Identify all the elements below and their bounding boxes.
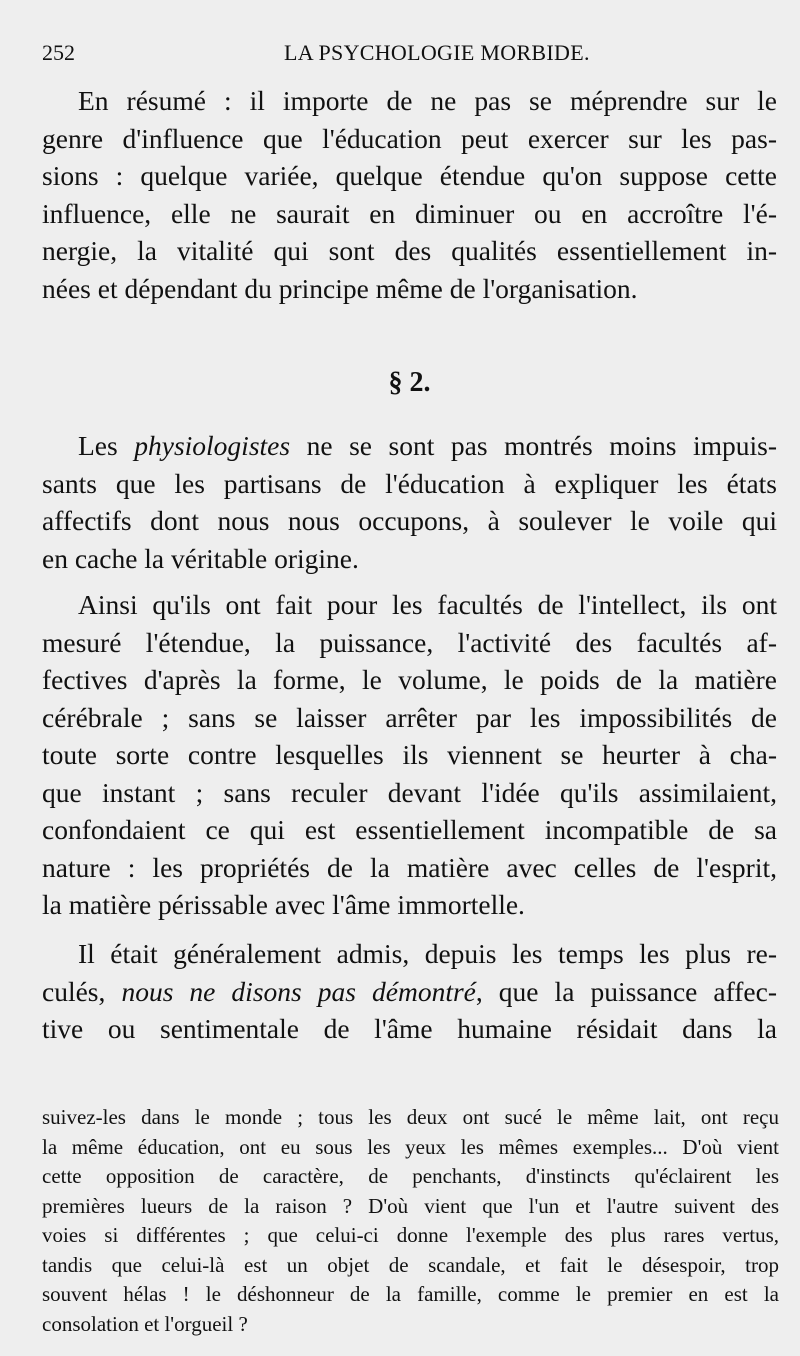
- text-line: En résumé : il importe de ne pas se méprendre sur le: [78, 85, 777, 116]
- footnote-line: la même éducation, ont eu sous les yeux les mêmes exemples... D'où vient: [42, 1134, 779, 1159]
- text-line: tive ou sentimentale de l'âme humaine résidait dans la: [42, 1013, 777, 1044]
- footnote-line: cette opposition de caractère, de penchants, d'instincts qu'éclairent les: [42, 1164, 779, 1188]
- text-line: mesuré l'étendue, la puissance, l'activité des facultés af-: [42, 626, 777, 658]
- text-line: Ainsi qu'ils ont fait pour les facultés de l'intellect, ils ont: [78, 589, 777, 620]
- footnote-line: tandis que celui-là est un objet de scandale, et fait le désespoir, trop: [42, 1252, 779, 1277]
- footnote-line: consolation et l'orgueil ?: [42, 1311, 248, 1336]
- text-line: [42, 973, 777, 1011]
- page-number: 252: [42, 40, 75, 65]
- text-run: ne se sont pas montrés moins impuis-: [290, 430, 777, 461]
- text-line: nergie, la vitalité qui sont des qualités essentiellement in-: [42, 235, 777, 266]
- text-line: Il était généralement admis, depuis les temps les plus re-: [78, 938, 777, 969]
- text-line: en cache la véritable origine.: [42, 542, 359, 574]
- text-line: sants que les partisans de l'éducation à expliquer les états: [42, 467, 777, 499]
- text-line: sions : quelque variée, quelque étendue qu'on suppose cette: [42, 160, 777, 191]
- text-line: genre d'influence que l'éducation peut exercer sur les pas-: [42, 122, 777, 154]
- running-title: LA PSYCHOLOGIE MORBIDE.: [284, 40, 590, 65]
- text-line: cérébrale ; sans se laisser arrêter par les impossibilités de: [42, 701, 777, 733]
- paragraph-affective-power: [42, 935, 777, 1048]
- text-line: nées et dépendant du principe même de l'organisation.: [42, 272, 638, 304]
- text-line: affectifs dont nous nous occupons, à soulever le voile qui: [42, 505, 777, 536]
- text-line: la matière périssable avec l'âme immortelle.: [42, 889, 525, 920]
- text-run: , que la puissance affec-: [475, 975, 777, 1007]
- text-run: culés,: [42, 975, 122, 1007]
- footnote-line: souvent hélas ! le déshonneur de la famille, comme le premier en est la: [42, 1282, 779, 1306]
- text-line: fectives d'après la forme, le volume, le poids de la matière: [42, 664, 777, 695]
- text-line: [42, 427, 777, 465]
- footnote-line: voies si différentes ; que celui-ci donne l'exemple des plus rares vertus,: [42, 1223, 779, 1247]
- text-line: confondaient ce qui est essentiellement incompatible de sa: [42, 814, 777, 845]
- text-line: que instant ; sans reculer devant l'idée qu'ils assimilaient,: [42, 776, 777, 808]
- footnote: [42, 1103, 779, 1339]
- italic-term: physiologistes: [134, 430, 291, 461]
- text-line: nature : les propriétés de la matière avec celles de l'esprit,: [42, 851, 777, 883]
- text-line: influence, elle ne saurait en diminuer ou en accroître l'é-: [42, 197, 777, 229]
- italic-phrase: nous ne disons pas démontré: [121, 975, 476, 1007]
- section-heading: § 2.: [388, 367, 431, 398]
- paragraph-physiologists: [42, 427, 777, 577]
- paragraph-intellect: [42, 586, 777, 924]
- running-header: [42, 40, 770, 70]
- footnote-line: suivez-les dans le monde ; tous les deux ont sucé le même lait, ont reçu: [42, 1105, 779, 1129]
- text-line: toute sorte contre lesquelles ils viennent se heurter à cha-: [42, 739, 777, 770]
- text-run: Les: [78, 430, 135, 461]
- footnote-line: premières lueurs de la raison ? D'où vient que l'un et l'autre suivent des: [42, 1193, 779, 1218]
- paragraph-summary: [42, 82, 777, 307]
